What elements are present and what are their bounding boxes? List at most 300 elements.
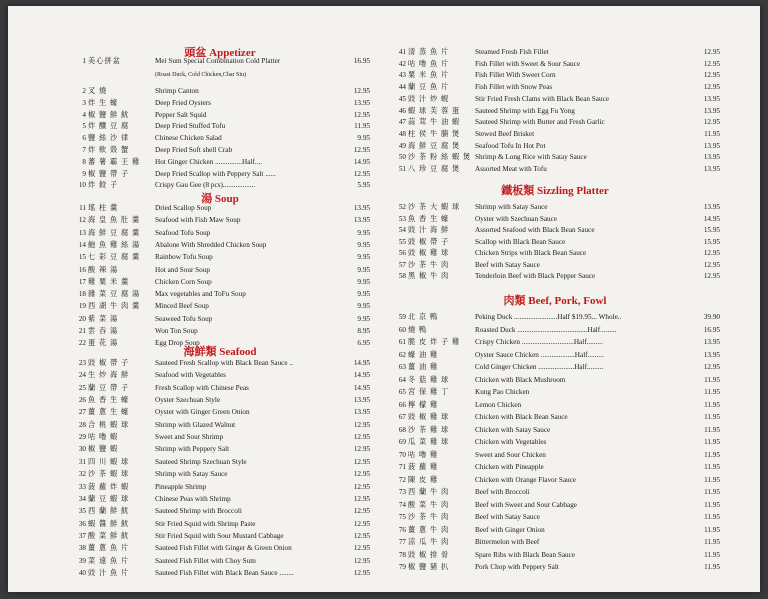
item-chinese-name: 薑 蔥 生 蠔 (88, 408, 130, 417)
item-chinese-name: 沙 茶 蝦 球 (88, 470, 130, 479)
item-price: 11.95 (704, 438, 720, 446)
menu-item-67 (390, 411, 720, 423)
item-price: 13.95 (353, 216, 370, 225)
item-number: 59 (398, 313, 406, 321)
item-english-name: Sauteed Shrimp Szechuan Style (155, 457, 247, 466)
item-price: 11.95 (704, 538, 720, 546)
item-english-name: Fish Fillet with Sweet & Sour Sauce (475, 59, 581, 68)
menu-item-46 (390, 105, 720, 117)
item-price: 12.95 (353, 433, 370, 442)
item-english-name: Chinese Chicken Salad (155, 134, 222, 143)
menu-item-49 (390, 140, 720, 152)
item-chinese-name: 豉 椒 雞 球 (408, 249, 450, 257)
item-english-name: Cold Ginger Chicken ....................Half......... (475, 363, 604, 371)
item-chinese-name: 檸 檬 雞 (408, 400, 439, 409)
item-price: 14.95 (353, 383, 370, 392)
item-price: 9.95 (357, 277, 370, 286)
item-number: 8 (82, 157, 86, 166)
menu-item-71 (390, 461, 720, 473)
item-chinese-name: 粟 米 魚 片 (408, 71, 450, 80)
item-number: 10 (78, 181, 86, 190)
item-price: 11.95 (704, 513, 720, 521)
menu-item-73 (390, 486, 720, 498)
item-chinese-name: 脆 皮 炸 子 雞 (408, 338, 461, 346)
item-chinese-name: 海 鮮 豆 腐 煲 (408, 141, 461, 150)
item-number: 46 (398, 106, 406, 115)
item-number: 16 (78, 265, 86, 274)
item-number: 69 (398, 438, 406, 446)
menu-item-28 (70, 419, 370, 431)
menu-item-44 (390, 81, 720, 93)
item-english-name: Kung Pao Chicken (475, 388, 530, 396)
item-number: 72 (398, 475, 406, 484)
item-chinese-name: 薑 蔥 牛 肉 (408, 525, 450, 534)
item-price: 13.95 (703, 141, 720, 150)
item-english-name: Dried Scallop Soup (155, 204, 212, 212)
item-number: 11 (79, 204, 86, 212)
item-number: 45 (398, 94, 406, 103)
item-english-name: Stir Fried Squid with Sour Mustard Cabbage (155, 531, 284, 540)
menu-item-63 (390, 361, 720, 373)
item-chinese-name: 豉 汁 炒 蜆 (408, 94, 450, 103)
item-english-name: Bittermelon with Beef (475, 538, 540, 546)
menu-item-77 (390, 536, 720, 548)
item-chinese-name: 冬 菇 雞 球 (408, 375, 450, 384)
item-chinese-name: 鮑 魚 雞 絲 湯 (88, 240, 141, 249)
item-price: 13.95 (353, 98, 370, 107)
menu-item-8 (70, 156, 370, 168)
item-chinese-name: 陳 皮 雞 (408, 475, 439, 484)
item-number: 67 (398, 413, 406, 421)
menu-item-62 (390, 349, 720, 361)
item-chinese-name: 蘭 豆 蝦 球 (88, 494, 130, 503)
item-chinese-name: 魚 香 生 蠔 (88, 396, 130, 405)
item-chinese-name: 雲 吞 湯 (88, 327, 119, 335)
menu-item-74 (390, 499, 720, 511)
item-price: 12.95 (703, 363, 720, 371)
item-english-name: Abalone With Shredded Chicken Soup (155, 240, 267, 249)
item-chinese-name: 合 桃 蝦 球 (88, 420, 130, 429)
item-number: 73 (398, 488, 406, 496)
item-english-name: Sauteed Fresh Scallop with Black Bean Sauce .. (155, 359, 293, 367)
item-price: 16.95 (703, 325, 720, 334)
item-number: 21 (78, 327, 86, 335)
item-chinese-name: 咕 嚕 雞 (408, 450, 439, 459)
menu-item-22 (70, 337, 370, 349)
item-english-name: Sauteed Shrimp with Egg Fu Yong (475, 106, 575, 115)
item-english-name: Chicken Strips with Black Bean Sauce (475, 249, 587, 257)
item-english-name: Seaweed Tofu Soup (155, 314, 213, 323)
item-number: 22 (78, 339, 86, 348)
item-english-name: Stir Fried Squid with Shrimp Paste (155, 519, 256, 528)
item-number: 51 (398, 165, 406, 173)
menu-item-9 (70, 168, 370, 180)
item-chinese-name: 蝦 醬 鮮 魷 (88, 519, 130, 528)
item-chinese-name: 七 彩 豆 腐 羹 (88, 253, 141, 262)
item-chinese-name: 八 珍 豆 腐 煲 (408, 165, 461, 173)
item-chinese-name: 炸 釀 豆 腐 (88, 122, 130, 131)
item-english-name: Oyster with Ginger Green Onion (155, 408, 250, 417)
menu-item-69 (390, 436, 720, 448)
item-chinese-name: 生 炒 海 鮮 (88, 371, 130, 380)
item-price: 11.95 (704, 563, 720, 571)
item-number: 38 (78, 544, 86, 553)
item-number: 50 (398, 153, 406, 162)
item-chinese-name: 椒 鹽 帶 子 (88, 169, 130, 178)
item-price: 13.95 (353, 204, 370, 212)
menu-item-6 (70, 132, 370, 144)
item-number: 17 (78, 277, 86, 286)
item-english-name: Sauteed Fish Fillet with Choy Sum (155, 556, 256, 565)
item-english-name: Shrimp & Long Rice with Satay Sauce (475, 153, 587, 162)
menu-item-15 (70, 251, 370, 263)
item-number: 15 (78, 253, 86, 262)
item-price: 11.95 (354, 122, 370, 131)
item-number: 42 (398, 59, 406, 68)
item-chinese-name: 美心拼盆 (88, 57, 121, 65)
item-price: 9.95 (357, 314, 370, 323)
item-price: 12.95 (353, 169, 370, 178)
item-number: 37 (78, 531, 86, 540)
item-number: 29 (78, 433, 86, 442)
section-meat: 肉類 Beef, Pork, Fowl (503, 295, 607, 307)
item-chinese-name: 瑤 柱 羹 (88, 204, 119, 212)
item-price: 13.95 (703, 153, 720, 162)
menu-page (8, 6, 760, 592)
item-chinese-name: 沙 茶 牛 肉 (408, 513, 450, 521)
item-number: 70 (398, 450, 406, 459)
menu-item-34 (70, 493, 370, 505)
item-english-name: Beef with Satay Sauce (475, 260, 540, 269)
item-price: 11.95 (704, 488, 720, 496)
item-price: 9.95 (357, 253, 370, 262)
item-price: 11.95 (704, 375, 720, 384)
item-number: 54 (398, 226, 406, 234)
item-chinese-name: 魚 香 生 蠔 (408, 214, 450, 223)
item-number: 53 (398, 214, 406, 223)
menu-item-27 (70, 406, 370, 418)
menu-item-59 (390, 311, 720, 323)
menu-item-79 (390, 561, 720, 573)
menu-item-13 (70, 227, 370, 239)
item-english-name: Pork Chop with Peppery Salt (475, 563, 559, 571)
item-english-name: Stewed Beef Brisket (475, 129, 535, 138)
menu-item-50 (390, 151, 720, 163)
item-english-name: Rainbow Tofu Soup (155, 253, 213, 262)
item-price: 12.95 (353, 519, 370, 528)
item-price: 11.95 (704, 425, 720, 434)
item-english-name: Deep Fried Scallop with Peppery Salt ...... (155, 169, 276, 178)
item-price: 12.95 (353, 531, 370, 540)
item-price: 13.95 (703, 165, 720, 173)
item-english-name: Chicken with Black Mushroom (475, 375, 566, 384)
item-chinese-name: 宮 保 雞 丁 (408, 388, 450, 396)
item-price: 12.95 (353, 87, 370, 95)
item-price: 14.95 (353, 371, 370, 380)
item-number: 49 (398, 141, 406, 150)
menu-item-42 (390, 58, 720, 70)
section-seafood: 海鮮類 Seafood (183, 346, 257, 358)
item-chinese-name: 沙 茶 牛 肉 (408, 260, 450, 269)
item-english-name: Oyster Sauce Chicken ...................Half......... (475, 350, 604, 359)
item-number: 48 (398, 129, 406, 138)
menu-item-11 (70, 202, 370, 214)
item-english-name: Beef with Broccoli (475, 488, 530, 496)
menu-item-66 (390, 399, 720, 411)
item-number: 40 (78, 568, 86, 577)
item-chinese-name: 蒜 茸 牛 油 蝦 (408, 118, 461, 127)
item-number: 24 (78, 371, 86, 380)
item-chinese-name: 雞 粟 米 羹 (88, 277, 130, 286)
item-number: 75 (398, 513, 406, 521)
item-number: 56 (398, 249, 406, 257)
item-english-name: Beef with Ginger Onion (475, 525, 545, 534)
item-chinese-name: 沙 茶 粉 絲 蝦 煲 (408, 153, 472, 162)
item-english-name: Tenderloin Beef with Black Pepper Sauce (475, 272, 596, 280)
item-price: 9.95 (357, 290, 370, 299)
item-chinese-name: 咕 嚕 蝦 (88, 433, 119, 442)
item-chinese-name: 西 蘭 鮮 魷 (88, 507, 130, 516)
item-price: 12.95 (703, 48, 720, 56)
item-chinese-name: 雜 菜 豆 腐 湯 (88, 290, 141, 299)
item-price: 12.95 (703, 71, 720, 80)
item-number: 62 (398, 350, 406, 359)
item-chinese-name: 海 皇 魚 肚 羹 (88, 216, 141, 225)
item-english-name: Won Ton Soup (155, 327, 198, 335)
item-price: 9.95 (357, 240, 370, 249)
item-english-name: Crispy Chicken .............................Half......... (475, 338, 603, 346)
item-english-name: Stir Fried Fresh Clams with Black Bean Sauce (475, 94, 609, 103)
menu-item-1 (70, 55, 370, 67)
menu-item-40 (70, 567, 370, 579)
item-english-name: Fish Fillet with Snow Peas (475, 83, 553, 92)
item-number: 43 (398, 71, 406, 80)
item-chinese-name: 清 蒸 魚 片 (408, 48, 450, 56)
menu-item-72 (390, 474, 720, 486)
menu-item-30 (70, 443, 370, 455)
item-price: 13.95 (703, 338, 720, 346)
item-number: 76 (398, 525, 406, 534)
item-english-name: Seafood with Vegetables (155, 371, 226, 380)
item-number: 13 (78, 228, 86, 237)
item-number: 30 (78, 445, 86, 454)
item-english-name: Hot and Sour Soup (155, 265, 210, 274)
item-price: 15.95 (703, 226, 720, 234)
item-price: 12.95 (703, 272, 720, 280)
item-chinese-name: 椒 鹽 蝦 (88, 445, 119, 454)
item-price: 13.95 (353, 396, 370, 405)
item-number: 61 (398, 338, 406, 346)
item-price: 12.95 (353, 457, 370, 466)
item-english-name: Deep Fried Soft shell Crab (155, 146, 233, 154)
item-number: 44 (398, 83, 406, 92)
item-price: 16.95 (353, 57, 370, 65)
item-price: 9.95 (357, 134, 370, 143)
item-number: 25 (78, 383, 86, 392)
item-number: 39 (78, 556, 86, 565)
menu-item-53 (390, 213, 720, 225)
menu-item-52 (390, 201, 720, 213)
item-chinese-name: 北 京 鴨 (408, 313, 439, 321)
item-chinese-name: 黑 椒 牛 肉 (408, 272, 450, 280)
menu-item-57 (390, 259, 720, 271)
item-chinese-name: 鹽 絲 沙 律 (88, 134, 130, 143)
item-english-name: Oyster Szechuan Style (155, 396, 221, 405)
item-chinese-name: 柱 侯 牛 腩 煲 (408, 129, 461, 138)
item-english-name: Chinese Peas with Shrimp (155, 494, 231, 503)
menu-item-32 (70, 468, 370, 480)
item-price: 12.95 (703, 118, 720, 127)
item-chinese-name: 薑 油 雞 (408, 363, 439, 371)
item-number: 14 (78, 240, 86, 249)
item-chinese-name: 蘭 豆 魚 片 (408, 83, 450, 92)
item-number: 79 (398, 563, 406, 571)
menu-item-17 (70, 276, 370, 288)
menu-item-37 (70, 530, 370, 542)
item-english-name: Chicken with Satay Sauce (475, 425, 551, 434)
item-price: 12.95 (353, 494, 370, 503)
menu-item-20 (70, 313, 370, 325)
menu-item-12 (70, 214, 370, 226)
item-price: 12.95 (353, 420, 370, 429)
item-chinese-name: 豉 椒 排 骨 (408, 550, 450, 559)
item-chinese-name: 豉 汁 海 鮮 (408, 226, 450, 234)
item-price: 12.95 (703, 83, 720, 92)
item-english-name: Sauteed Fish Fillet with Ginger & Green Onion (155, 544, 292, 553)
item-number: 9 (82, 169, 86, 178)
item-english-name: Oyster with Szechuan Sauce (475, 214, 558, 223)
item-chinese-name: 西 湖 牛 肉 羹 (88, 302, 141, 311)
menu-item-14 (70, 239, 370, 251)
section-soup: 湯 Soup (201, 193, 239, 205)
item-number: 57 (398, 260, 406, 269)
item-chinese-name: 炸 生 蠔 (88, 98, 119, 107)
item-number: 20 (78, 314, 86, 323)
item-price: 12.95 (703, 260, 720, 269)
item-number: 52 (398, 203, 406, 211)
item-price: 12.95 (353, 110, 370, 119)
item-price: 11.95 (704, 475, 720, 484)
item-english-name: Fresh Scallop with Chinese Peas (155, 383, 249, 392)
menu-item-51 (390, 163, 720, 175)
menu-item-23 (70, 357, 370, 369)
item-price: 13.95 (703, 350, 720, 359)
item-price: 11.95 (704, 413, 720, 421)
item-english-name: Chicken with Black Bean Sauce (475, 413, 568, 421)
item-price: 12.95 (353, 556, 370, 565)
item-chinese-name: 蝦 球 芙 蓉 蛋 (408, 106, 461, 115)
item-number: 47 (398, 118, 406, 127)
item-english-name: Assorted Seafood with Black Bean Sauce (475, 226, 595, 234)
item-chinese-name: 四 川 蝦 球 (88, 457, 130, 466)
item-number: 19 (78, 302, 86, 311)
menu-item-10 (70, 179, 370, 191)
menu-item-3 (70, 97, 370, 109)
item-number: 58 (398, 272, 406, 280)
item-english-name: Roasted Duck .......................................Half......... (475, 325, 617, 334)
item-english-name: Sauteed Shrimp with Butter and Fresh Garlic (475, 118, 605, 127)
item-english-name: Lemon Chicken (475, 400, 522, 409)
menu-item-26 (70, 394, 370, 406)
item-chinese-name: 炸 軟 殼 蟹 (88, 146, 130, 154)
item-number: 2 (82, 87, 86, 95)
item-number: 23 (78, 359, 86, 367)
item-english-name: Max vegetables and ToFu Soup (155, 290, 246, 299)
menu-item-31 (70, 456, 370, 468)
menu-item-43 (390, 69, 720, 81)
item-english-name: Shrimp with Satay Sauce (475, 203, 548, 211)
item-price: 11.95 (704, 450, 720, 459)
item-price: 12.95 (703, 249, 720, 257)
menu-item-48 (390, 128, 720, 140)
item-price: 9.95 (357, 228, 370, 237)
item-price: 11.95 (704, 129, 720, 138)
menu-item-21 (70, 325, 370, 337)
item-number: 3 (82, 98, 86, 107)
menu-item-68 (390, 424, 720, 436)
item-price: 11.95 (704, 500, 720, 509)
menu-item-45 (390, 93, 720, 105)
item-price: 12.95 (353, 482, 370, 491)
item-chinese-name: 瓜 菜 雞 球 (408, 438, 450, 446)
item-english-name: Fish Fillet With Sweet Corn (475, 71, 556, 80)
item-number: 77 (398, 538, 406, 546)
item-chinese-name: 酸 菜 鮮 魷 (88, 531, 130, 540)
menu-item-55 (390, 236, 720, 248)
item-price: 9.95 (357, 302, 370, 311)
section-sizzling: 鐵板類 Sizzling Platter (501, 185, 609, 197)
item-english-name: Pineapple Shrimp (155, 482, 207, 491)
item-price: 12.95 (353, 507, 370, 516)
item-number: 36 (78, 519, 86, 528)
item-price: 6.95 (357, 339, 370, 348)
item-chinese-name: 豉 椒 帶 子 (88, 359, 130, 367)
item-english-name: Deep Fried Stuffed Tofu (155, 122, 226, 131)
item-english-name: Chicken Corn Soup (155, 277, 212, 286)
menu-item-4 (70, 109, 370, 121)
item-chinese-name: 菜 遠 魚 片 (88, 556, 130, 565)
item-number: 18 (78, 290, 86, 299)
menu-item-65 (390, 386, 720, 398)
item-english-name: Seafood Tofu Soup (155, 228, 211, 237)
item-english-name: Seafood with Fish Maw Soup (155, 216, 241, 225)
item-chinese-name: 蘭 豆 帶 子 (88, 383, 130, 392)
item-chinese-name: 椒 鹽 鮮 魷 (88, 110, 130, 119)
item-chinese-name: 沙 茶 大 蝦 球 (408, 203, 461, 211)
item-english-name: Steamed Fresh Fish Fillet (475, 48, 549, 56)
item-english-name: Shrimp with Satay Sauce (155, 470, 228, 479)
item-english-name: Sauteed Fish Fillet with Black Bean Sauce ........ (155, 568, 294, 577)
item-number: 1 (82, 57, 86, 65)
item-english-name: Shrimp Canton (155, 87, 199, 95)
item-number: 34 (78, 494, 86, 503)
item-number: 12 (78, 216, 86, 225)
item-price: 14.95 (353, 157, 370, 166)
item-chinese-name: 酸 辣 湯 (88, 265, 119, 274)
item-english-name: Mei Sum Special Combination Cold Platter (155, 57, 281, 65)
item-english-name: Chicken with Pineapple (475, 463, 544, 471)
item-chinese-name: 豉 椒 帶 子 (408, 237, 450, 246)
menu-item-75 (390, 511, 720, 523)
item-english-name: Sweet and Sour Shrimp (155, 433, 224, 442)
menu-item-5 (70, 120, 370, 132)
item-chinese-name: 燒 鴨 (408, 325, 428, 334)
item-price: 12.95 (353, 568, 370, 577)
menu-item-29 (70, 431, 370, 443)
item-chinese-name: 西 蘭 牛 肉 (408, 488, 450, 496)
menu-item-33 (70, 481, 370, 493)
item-price: 15.95 (703, 237, 720, 246)
